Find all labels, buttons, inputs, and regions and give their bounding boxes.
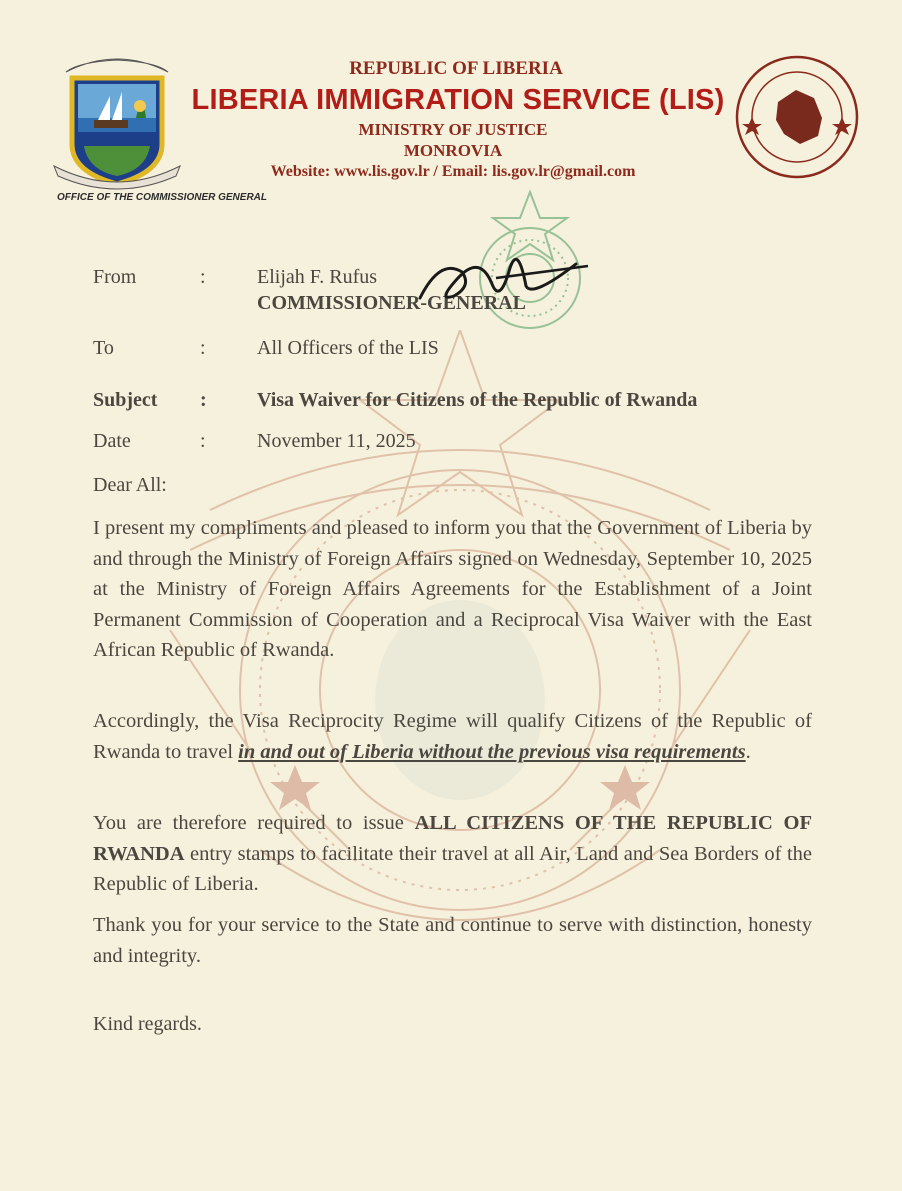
paragraph-3 [93,808,812,900]
office-label: OFFICE OF THE COMMISSIONER GENERAL [57,192,268,203]
subject-value: Visa Waiver for Citizens of the Republic of Rwanda [257,389,698,411]
paragraph-3-text: You are therefore required to issue [93,812,415,834]
closing: Kind regards. [93,1013,202,1035]
salutation: Dear All: [93,474,167,496]
paragraph-4: Thank you for your service to the State and continue to serve with distinction, honesty and integrity. [93,914,812,967]
from-title: COMMISSIONER-GENERAL [257,292,526,314]
from-name: Elijah F. Rufus [257,266,378,288]
from-colon: : [200,266,206,288]
republic-heading: REPUBLIC OF LIBERIA [349,58,563,79]
paragraph-2 [93,706,812,767]
agency-heading: LIBERIA IMMIGRATION SERVICE (LIS) [191,84,725,116]
date-value: November 11, 2025 [257,430,416,452]
to-colon: : [200,337,206,359]
paragraph-2-end: . [745,740,751,763]
paragraph-2-emphasis: in and out of Liberia without the previous visa requirements [238,740,746,763]
paragraph-2-text: Accordingly, the Visa Reciprocity Regime will qualify Citizens of the Republic of Rwanda to travel [93,710,812,763]
paragraph-1: I present my compliments and pleased to inform you that the Government of Liberia by and through the Ministry of Foreign Affairs signed on Wednesday, September 10, 2025 at the Ministry of Foreign Affairs Agreements for the Establishment of a Joint Permanent Commission of Cooperation and a Reciprocal Visa Waiver with the East African Republic of Rwanda. [93,517,812,661]
ministry-heading: MINISTRY OF JUSTICE [358,120,548,139]
city-heading: MONROVIA [403,141,503,160]
subject-label: Subject [93,389,158,411]
to-value: All Officers of the LIS [257,337,439,359]
date-label: Date [93,430,131,452]
subject-colon: : [200,389,207,411]
signature-icon [400,228,590,318]
from-label: From [93,266,137,288]
contact-line: Website: www.lis.gov.lr / Email: lis.gov.lr@gmail.com [270,163,636,180]
paragraph-3-end: entry stamps to facilitate their travel at all Air, Land and Sea Borders of the Republic of Liberia. [93,842,812,895]
date-colon: : [200,430,206,452]
to-label: To [93,337,114,359]
paragraph-3-emphasis: ALL CITIZENS OF THE REPUBLIC OF RWANDA [93,812,812,865]
